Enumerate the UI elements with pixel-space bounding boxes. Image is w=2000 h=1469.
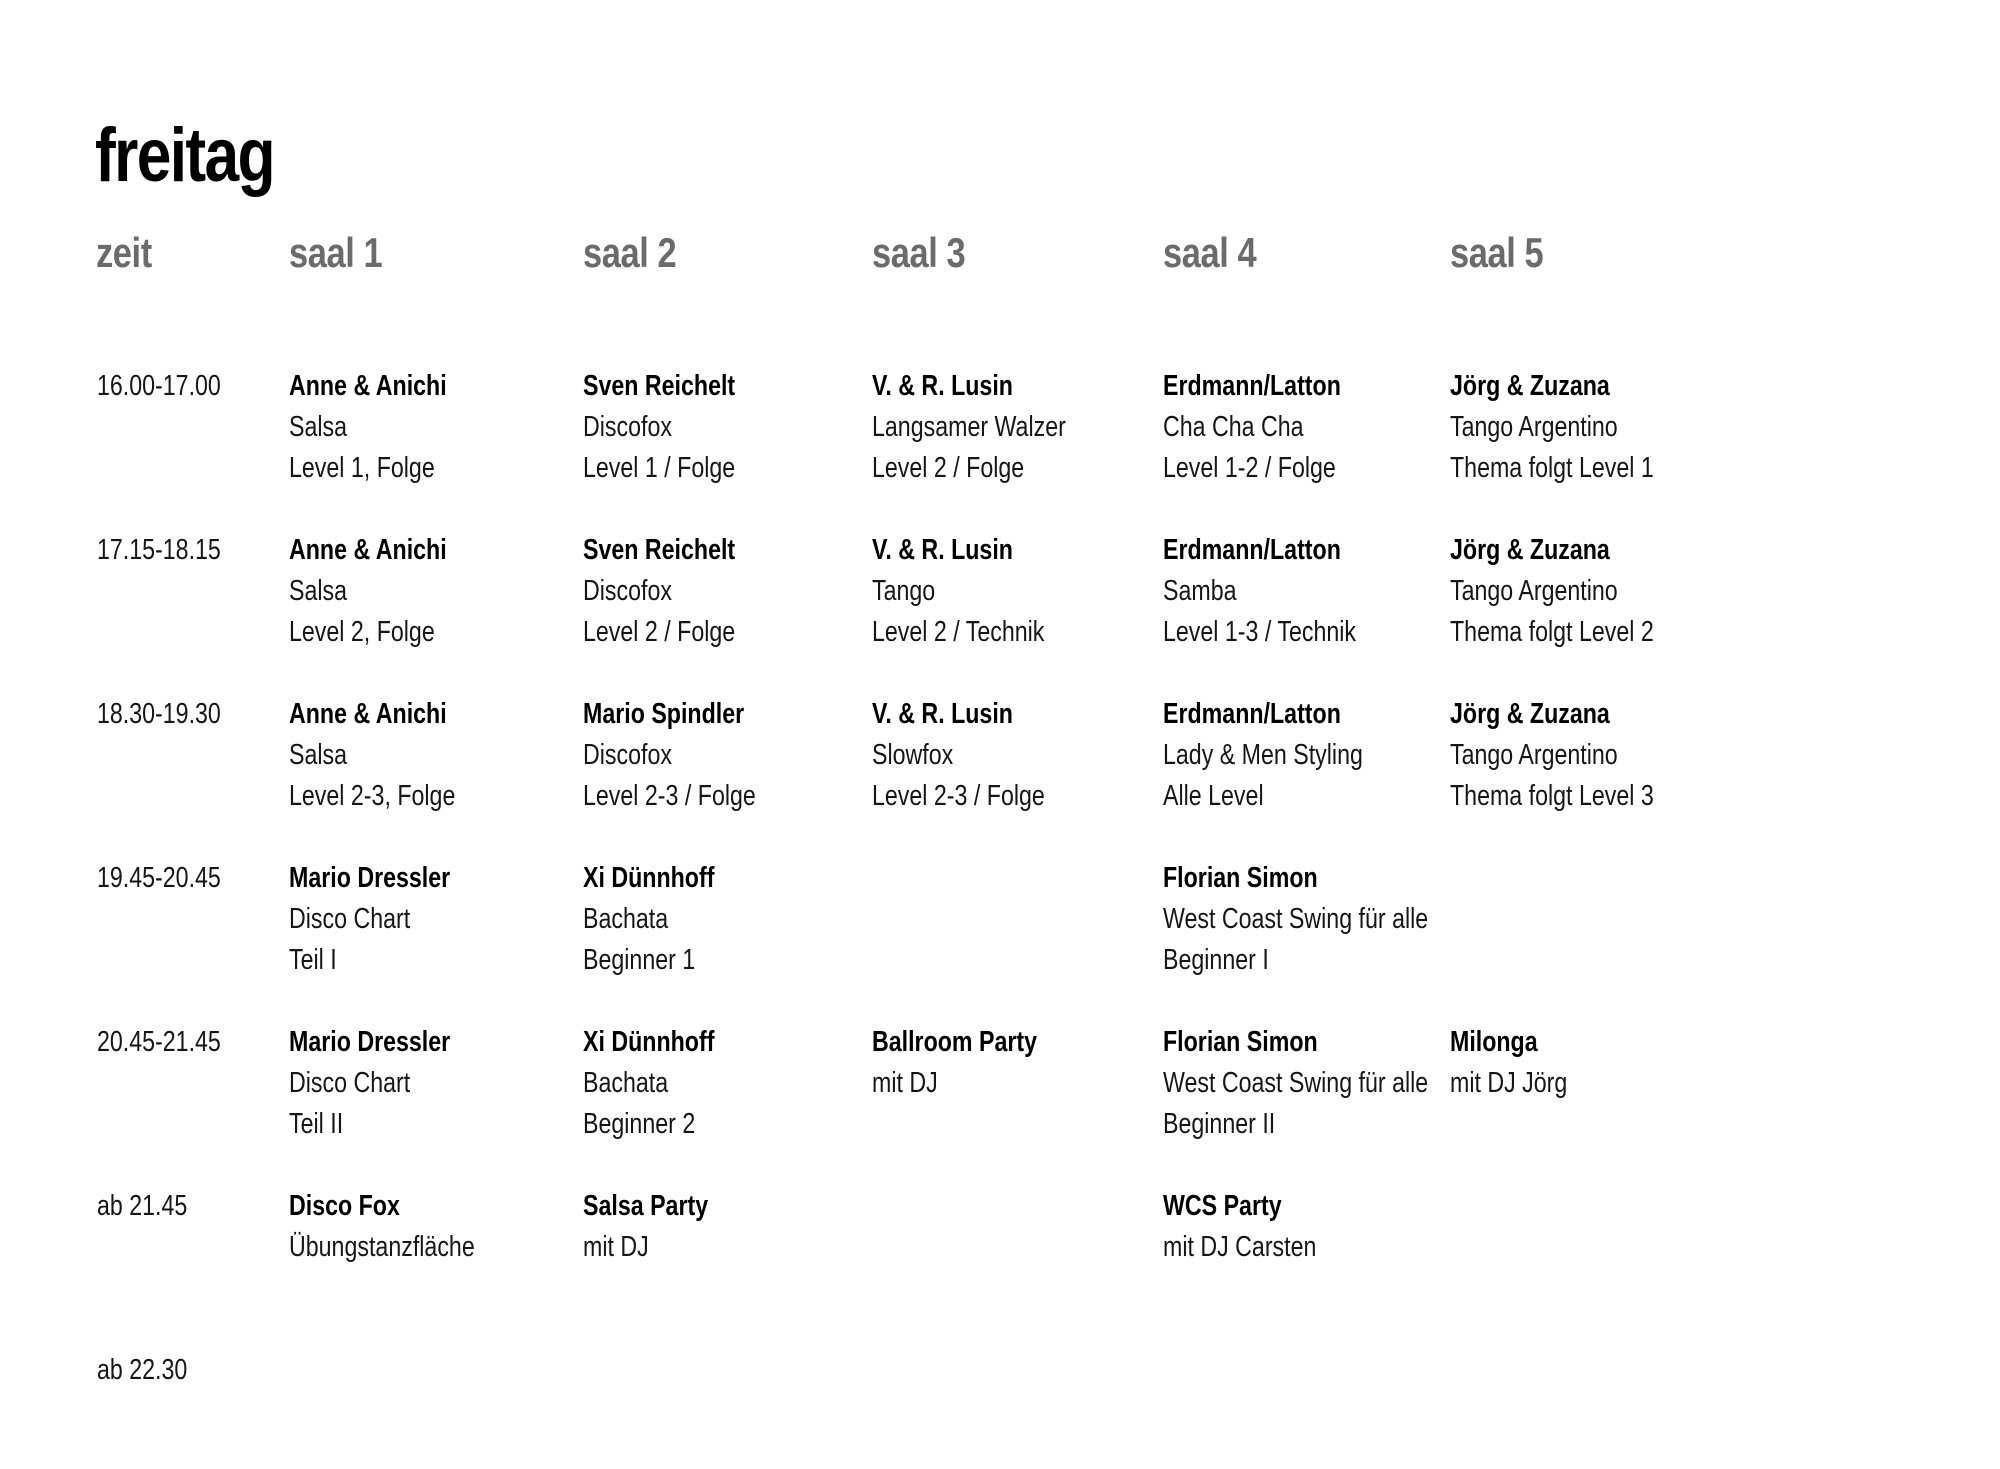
- session-dance: Lady & Men Styling: [1163, 739, 1363, 771]
- session-cell: [1163, 1022, 1428, 1145]
- session-level: Thema folgt Level 2: [1450, 616, 1654, 648]
- session-dance: West Coast Swing für alle: [1163, 1067, 1429, 1099]
- session-cell: [289, 1022, 450, 1145]
- session-cell: [289, 530, 447, 653]
- session-level: Thema folgt Level 3: [1450, 780, 1654, 812]
- session-dance: West Coast Swing für alle: [1163, 903, 1429, 935]
- session-level: Beginner 2: [583, 1108, 696, 1140]
- session-instructor: Florian Simon: [1163, 862, 1318, 894]
- session-level: Thema folgt Level 1: [1450, 452, 1654, 484]
- session-cell: [289, 1186, 475, 1268]
- session-cell: [583, 694, 756, 817]
- session-instructor: Anne & Anichi: [289, 698, 447, 730]
- session-dance: mit DJ: [872, 1067, 938, 1099]
- session-instructor: Xi Dünnhoff: [583, 862, 715, 894]
- session-dance: mit DJ Carsten: [1163, 1231, 1317, 1263]
- session-cell: [583, 858, 714, 981]
- session-cell: [583, 1186, 708, 1268]
- session-cell: [1163, 530, 1356, 653]
- time-slot: ab 21.45: [97, 1190, 188, 1222]
- session-cell: [1163, 1186, 1316, 1268]
- session-instructor: Anne & Anichi: [289, 534, 447, 566]
- header-saal-4: saal 4: [1163, 229, 1257, 276]
- session-cell: [1450, 530, 1654, 653]
- session-instructor: Mario Spindler: [583, 698, 745, 730]
- session-dance: Tango Argentino: [1450, 411, 1618, 443]
- session-instructor: Sven Reichelt: [583, 370, 736, 402]
- session-instructor: Disco Fox: [289, 1190, 400, 1222]
- session-dance: Übungstanzfläche: [289, 1231, 475, 1263]
- header-saal-5: saal 5: [1450, 229, 1544, 276]
- session-instructor: Erdmann/Latton: [1163, 698, 1341, 730]
- session-instructor: Sven Reichelt: [583, 534, 736, 566]
- time-slot: 20.45-21.45: [97, 1026, 221, 1058]
- session-instructor: Salsa Party: [583, 1190, 709, 1222]
- session-instructor: Milonga: [1450, 1026, 1538, 1058]
- session-dance: Disco Chart: [289, 903, 411, 935]
- session-level: Level 2-3 / Folge: [872, 780, 1045, 812]
- session-dance: Salsa: [289, 575, 348, 607]
- session-dance: mit DJ: [583, 1231, 649, 1263]
- header-saal-3: saal 3: [872, 229, 966, 276]
- session-level: Level 2-3 / Folge: [583, 780, 756, 812]
- session-level: Level 2-3, Folge: [289, 780, 456, 812]
- session-level: Teil I: [289, 944, 337, 976]
- session-instructor: Xi Dünnhoff: [583, 1026, 715, 1058]
- page-title: freitag: [95, 113, 274, 198]
- session-level: Level 2 / Folge: [872, 452, 1025, 484]
- session-level: Beginner 1: [583, 944, 696, 976]
- session-instructor: Mario Dressler: [289, 1026, 451, 1058]
- session-instructor: V. & R. Lusin: [872, 534, 1013, 566]
- time-slot: 19.45-20.45: [97, 862, 221, 894]
- session-dance: mit DJ Jörg: [1450, 1067, 1568, 1099]
- time-slot: 17.15-18.15: [97, 534, 221, 566]
- session-instructor: Erdmann/Latton: [1163, 370, 1341, 402]
- session-cell: [1163, 694, 1363, 817]
- session-dance: Discofox: [583, 575, 672, 607]
- session-instructor: Anne & Anichi: [289, 370, 447, 402]
- session-dance: Discofox: [583, 411, 672, 443]
- footer-time: ab 22.30: [97, 1354, 188, 1386]
- session-dance: Slowfox: [872, 739, 954, 771]
- session-level: Level 1, Folge: [289, 452, 435, 484]
- session-level: Level 1-3 / Technik: [1163, 616, 1357, 648]
- session-instructor: V. & R. Lusin: [872, 698, 1013, 730]
- session-cell: [1163, 366, 1341, 489]
- session-cell: [872, 1022, 1037, 1104]
- session-level: Beginner I: [1163, 944, 1269, 976]
- session-dance: Disco Chart: [289, 1067, 411, 1099]
- session-cell: [583, 366, 735, 489]
- session-dance: Samba: [1163, 575, 1237, 607]
- session-cell: [583, 1022, 714, 1145]
- session-dance: Salsa: [289, 411, 348, 443]
- session-cell: [1450, 366, 1654, 489]
- session-instructor: Mario Dressler: [289, 862, 451, 894]
- session-instructor: V. & R. Lusin: [872, 370, 1013, 402]
- session-cell: [583, 530, 735, 653]
- session-dance: Bachata: [583, 1067, 669, 1099]
- session-dance: Cha Cha Cha: [1163, 411, 1304, 443]
- session-level: Level 2, Folge: [289, 616, 435, 648]
- session-level: Alle Level: [1163, 780, 1264, 812]
- session-dance: Langsamer Walzer: [872, 411, 1066, 443]
- session-dance: Bachata: [583, 903, 669, 935]
- session-cell: [1450, 1022, 1567, 1104]
- session-cell: [1163, 858, 1428, 981]
- session-cell: [872, 530, 1044, 653]
- header-saal-1: saal 1: [289, 229, 383, 276]
- session-dance: Discofox: [583, 739, 672, 771]
- session-instructor: Florian Simon: [1163, 1026, 1318, 1058]
- session-dance: Tango Argentino: [1450, 575, 1618, 607]
- session-cell: [289, 858, 450, 981]
- session-instructor: Jörg & Zuzana: [1450, 370, 1610, 402]
- session-level: Teil II: [289, 1108, 344, 1140]
- session-level: Level 1 / Folge: [583, 452, 736, 484]
- session-instructor: Erdmann/Latton: [1163, 534, 1341, 566]
- session-cell: [289, 366, 447, 489]
- session-instructor: Ballroom Party: [872, 1026, 1038, 1058]
- header-zeit: zeit: [96, 229, 152, 276]
- session-dance: Tango: [872, 575, 936, 607]
- header-saal-2: saal 2: [583, 229, 677, 276]
- session-instructor: WCS Party: [1163, 1190, 1282, 1222]
- session-dance: Tango Argentino: [1450, 739, 1618, 771]
- session-level: Beginner II: [1163, 1108, 1276, 1140]
- session-cell: [289, 694, 455, 817]
- session-level: Level 1-2 / Folge: [1163, 452, 1336, 484]
- session-cell: [872, 366, 1066, 489]
- session-dance: Salsa: [289, 739, 348, 771]
- time-slot: 18.30-19.30: [97, 698, 221, 730]
- time-slot: 16.00-17.00: [97, 370, 221, 402]
- session-level: Level 2 / Technik: [872, 616, 1045, 648]
- session-level: Level 2 / Folge: [583, 616, 736, 648]
- session-instructor: Jörg & Zuzana: [1450, 534, 1610, 566]
- session-cell: [872, 694, 1045, 817]
- session-cell: [1450, 694, 1654, 817]
- session-instructor: Jörg & Zuzana: [1450, 698, 1610, 730]
